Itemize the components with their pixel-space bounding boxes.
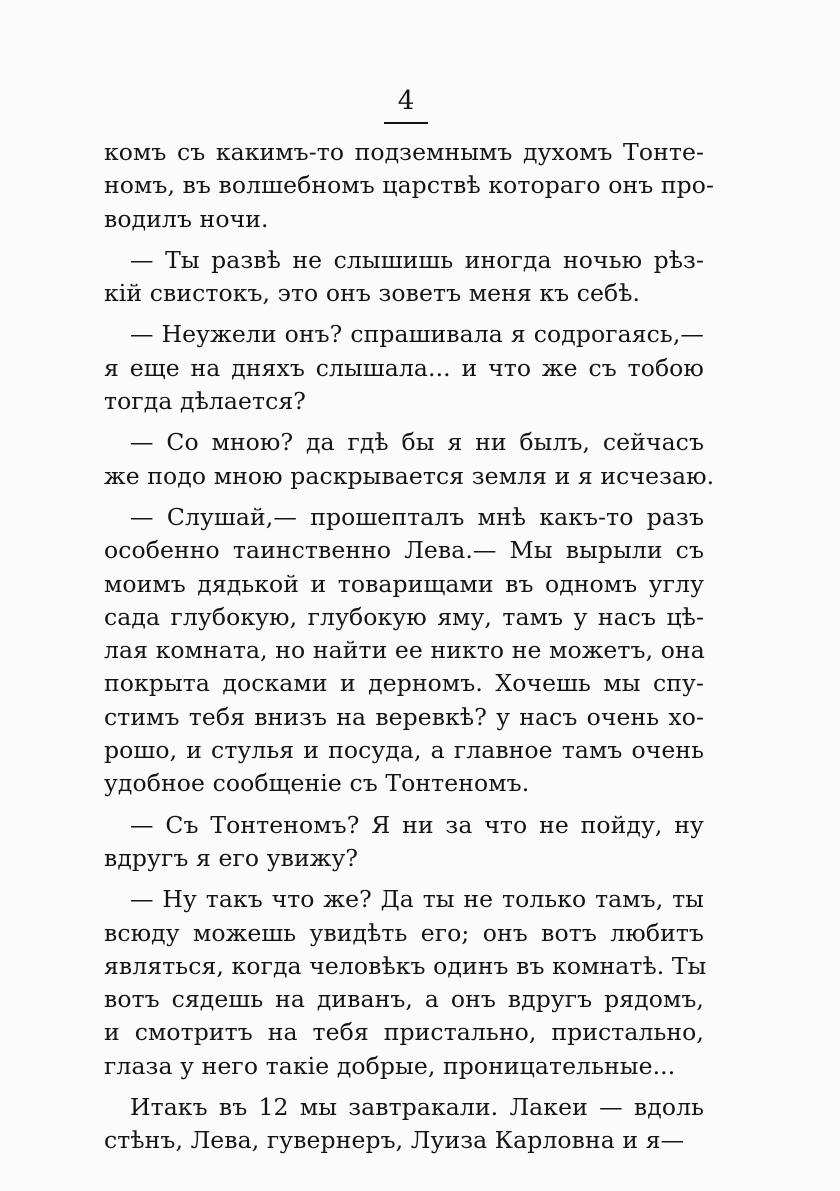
text-line: комъ съ какимъ-то подземнымъ духомъ Тонте-: [104, 138, 704, 166]
text-line: — Неужели онъ? спрашивала я содрогаясь,—: [130, 320, 704, 349]
paragraph-gap: [104, 875, 704, 883]
text-line: всюду можешь увидѣть его; онъ вотъ любитъ: [104, 918, 704, 947]
paragraph-gap: [104, 310, 704, 318]
text-line: стѣнъ, Лева, гувернеръ, Луиза Карловна и я—: [104, 1126, 685, 1155]
text-line: рошо, и стулья и посуда, а главное тамъ очень: [104, 736, 704, 765]
text-line: — Съ Тонтеномъ? Я ни за что не пойду, ну: [130, 810, 704, 839]
text-line: — Ты развѣ не слышишь иногда ночью рѣз-: [130, 245, 704, 274]
text-line: номъ, въ волшебномъ царствѣ котораго онъ про-: [104, 171, 715, 200]
text-line: особенно таинственно Лева.— Мы вырыли съ: [104, 536, 704, 565]
paragraph-gap: [104, 418, 704, 426]
paragraph: [104, 883, 707, 1083]
paragraph: [104, 244, 704, 311]
text-line: вдругъ я его увижу?: [104, 843, 359, 872]
text-line: водилъ ночи.: [104, 204, 269, 233]
paragraph: [104, 318, 704, 418]
text-line: лая комната, но найти ее никто не можетъ, она: [104, 636, 705, 665]
text-line: удобное сообщеніе съ Тонтеномъ.: [104, 769, 530, 798]
text-line: — Слушай,— прошепталъ мнѣ какъ-то разъ: [130, 502, 704, 531]
text-line: сада глубокую, глубокую яму, тамъ у насъ цѣ-: [104, 602, 704, 631]
text-line: покрыта досками и дерномъ. Хочешь мы спу-: [104, 669, 704, 698]
paragraph-gap: [104, 493, 704, 501]
paragraph-gap: [104, 236, 704, 244]
text-line: являться, когда человѣкъ одинъ въ комнатѣ. Ты: [104, 951, 707, 980]
body-text: [104, 136, 715, 1158]
paragraph-gap: [104, 1083, 704, 1091]
text-line: — Ну такъ что же? Да ты не только тамъ, ты: [130, 885, 704, 914]
paragraph-gap: [104, 801, 704, 809]
text-line: Итакъ въ 12 мы завтракали. Лакеи — вдоль: [130, 1093, 704, 1122]
text-line: моимъ дядькой и товарищами въ одномъ углу: [104, 569, 704, 598]
text-line: тогда дѣлается?: [104, 387, 306, 416]
text-line: — Со мною? да гдѣ бы я ни былъ, сейчасъ: [130, 428, 704, 457]
text-line: и смотритъ на тебя пристально, пристально,: [104, 1018, 704, 1047]
paragraph: [104, 1091, 704, 1158]
paragraph: [104, 136, 715, 236]
paragraph: [104, 426, 715, 493]
text-line: вотъ сядешь на диванъ, а онъ вдругъ рядомъ,: [104, 985, 704, 1014]
text-line: я еще на дняхъ слышала... и что же съ тобою: [104, 353, 704, 382]
text-line: кій свистокъ, это онъ зоветъ меня къ себѣ.: [104, 279, 641, 308]
text-line: глаза у него такіе добрые, проницательные...: [104, 1051, 676, 1080]
paragraph: [104, 501, 704, 801]
paragraph: [104, 809, 704, 876]
text-line: же подо мною раскрывается земля и я исчезаю.: [104, 461, 715, 490]
text-line: стимъ тебя внизъ на веревкѣ? у насъ очень хо-: [104, 702, 704, 731]
page-number: 4: [384, 86, 428, 124]
